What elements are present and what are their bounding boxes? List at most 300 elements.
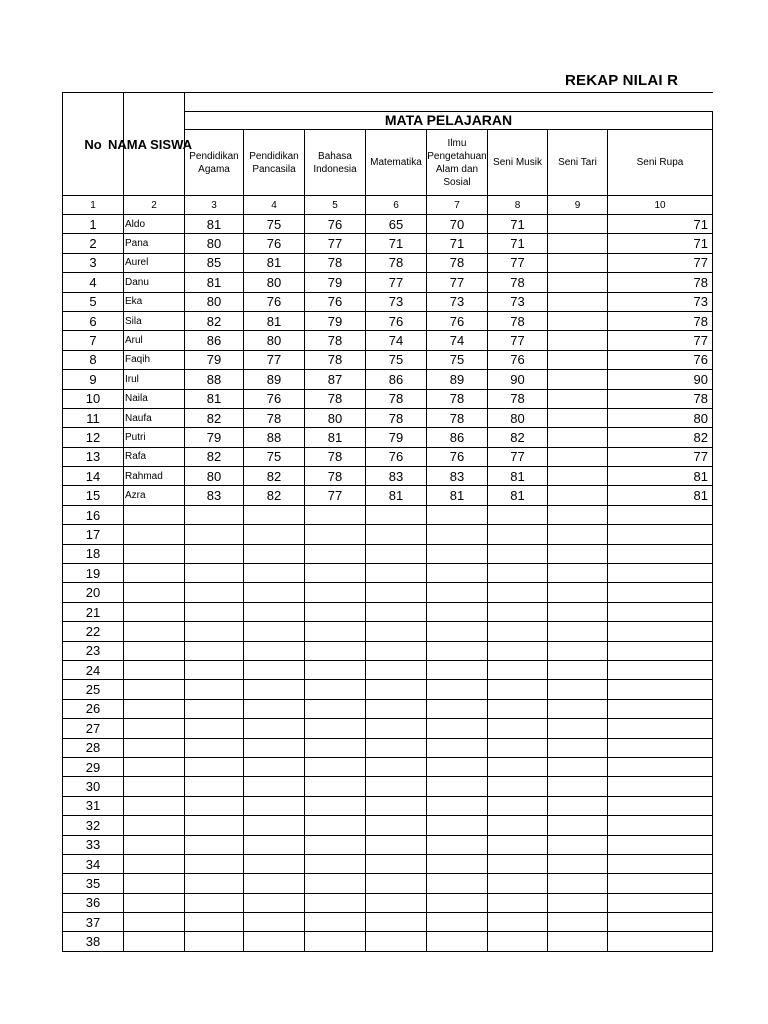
score-cell[interactable] bbox=[244, 564, 305, 583]
score-cell[interactable] bbox=[608, 680, 713, 699]
score-cell[interactable]: 89 bbox=[427, 370, 488, 389]
score-cell[interactable] bbox=[548, 932, 608, 951]
score-cell[interactable] bbox=[366, 680, 427, 699]
score-cell[interactable]: 81 bbox=[305, 428, 366, 447]
student-name-cell[interactable]: Danu bbox=[124, 273, 185, 292]
score-cell[interactable] bbox=[185, 680, 244, 699]
score-cell[interactable] bbox=[244, 913, 305, 932]
student-name-cell[interactable]: Faqih bbox=[124, 350, 185, 369]
score-cell[interactable] bbox=[244, 583, 305, 602]
score-cell[interactable]: 78 bbox=[488, 389, 548, 408]
score-cell[interactable]: 78 bbox=[366, 253, 427, 272]
score-cell[interactable]: 89 bbox=[244, 370, 305, 389]
row-number-cell[interactable]: 4 bbox=[63, 273, 124, 292]
score-cell[interactable] bbox=[244, 680, 305, 699]
score-cell[interactable] bbox=[305, 796, 366, 815]
score-cell[interactable]: 81 bbox=[244, 311, 305, 330]
score-cell[interactable]: 77 bbox=[305, 234, 366, 253]
score-cell[interactable] bbox=[305, 660, 366, 679]
score-cell[interactable]: 86 bbox=[366, 370, 427, 389]
score-cell[interactable] bbox=[305, 699, 366, 718]
score-cell[interactable]: 78 bbox=[244, 408, 305, 427]
score-cell[interactable]: 81 bbox=[488, 486, 548, 505]
score-cell[interactable] bbox=[488, 719, 548, 738]
score-cell[interactable]: 75 bbox=[244, 215, 305, 234]
score-cell[interactable] bbox=[488, 854, 548, 873]
score-cell[interactable] bbox=[427, 913, 488, 932]
score-cell[interactable]: 76 bbox=[244, 389, 305, 408]
score-cell[interactable] bbox=[185, 816, 244, 835]
score-cell[interactable] bbox=[548, 622, 608, 641]
score-cell[interactable] bbox=[488, 583, 548, 602]
score-cell[interactable] bbox=[548, 854, 608, 873]
score-cell[interactable] bbox=[488, 816, 548, 835]
score-cell[interactable]: 74 bbox=[427, 331, 488, 350]
score-cell[interactable] bbox=[366, 641, 427, 660]
score-cell[interactable]: 75 bbox=[366, 350, 427, 369]
score-cell[interactable]: 80 bbox=[608, 408, 713, 427]
score-cell[interactable] bbox=[427, 602, 488, 621]
score-cell[interactable] bbox=[548, 583, 608, 602]
score-cell[interactable]: 81 bbox=[608, 467, 713, 486]
score-cell[interactable]: 77 bbox=[244, 350, 305, 369]
score-cell[interactable]: 82 bbox=[244, 486, 305, 505]
score-cell[interactable] bbox=[548, 331, 608, 350]
score-cell[interactable]: 78 bbox=[488, 311, 548, 330]
score-cell[interactable] bbox=[366, 699, 427, 718]
score-cell[interactable]: 76 bbox=[427, 311, 488, 330]
row-number-cell[interactable]: 28 bbox=[63, 738, 124, 757]
score-cell[interactable] bbox=[305, 622, 366, 641]
score-cell[interactable] bbox=[427, 622, 488, 641]
score-cell[interactable] bbox=[548, 311, 608, 330]
score-cell[interactable]: 71 bbox=[366, 234, 427, 253]
score-cell[interactable] bbox=[548, 350, 608, 369]
score-cell[interactable] bbox=[427, 738, 488, 757]
score-cell[interactable]: 78 bbox=[488, 273, 548, 292]
score-cell[interactable]: 88 bbox=[244, 428, 305, 447]
score-cell[interactable] bbox=[427, 544, 488, 563]
score-cell[interactable]: 77 bbox=[488, 447, 548, 466]
score-cell[interactable] bbox=[366, 854, 427, 873]
score-cell[interactable] bbox=[427, 564, 488, 583]
student-name-cell[interactable] bbox=[124, 602, 185, 621]
score-cell[interactable] bbox=[488, 835, 548, 854]
score-cell[interactable]: 76 bbox=[427, 447, 488, 466]
score-cell[interactable]: 81 bbox=[244, 253, 305, 272]
score-cell[interactable]: 71 bbox=[488, 234, 548, 253]
row-number-cell[interactable]: 27 bbox=[63, 719, 124, 738]
score-cell[interactable] bbox=[244, 893, 305, 912]
score-cell[interactable] bbox=[244, 602, 305, 621]
row-number-cell[interactable]: 12 bbox=[63, 428, 124, 447]
score-cell[interactable]: 77 bbox=[488, 331, 548, 350]
score-cell[interactable]: 87 bbox=[305, 370, 366, 389]
row-number-cell[interactable]: 30 bbox=[63, 777, 124, 796]
score-cell[interactable] bbox=[548, 874, 608, 893]
score-cell[interactable] bbox=[548, 660, 608, 679]
score-cell[interactable]: 83 bbox=[185, 486, 244, 505]
score-cell[interactable] bbox=[366, 505, 427, 524]
score-cell[interactable] bbox=[548, 234, 608, 253]
score-cell[interactable] bbox=[305, 738, 366, 757]
student-name-cell[interactable]: Putri bbox=[124, 428, 185, 447]
score-cell[interactable]: 75 bbox=[427, 350, 488, 369]
score-cell[interactable] bbox=[244, 525, 305, 544]
score-cell[interactable] bbox=[488, 564, 548, 583]
score-cell[interactable] bbox=[366, 583, 427, 602]
score-cell[interactable]: 77 bbox=[366, 273, 427, 292]
score-cell[interactable] bbox=[488, 602, 548, 621]
row-number-cell[interactable]: 11 bbox=[63, 408, 124, 427]
score-cell[interactable] bbox=[305, 719, 366, 738]
score-cell[interactable]: 71 bbox=[488, 215, 548, 234]
student-name-cell[interactable]: Rahmad bbox=[124, 467, 185, 486]
row-number-cell[interactable]: 15 bbox=[63, 486, 124, 505]
score-cell[interactable] bbox=[244, 699, 305, 718]
score-cell[interactable]: 73 bbox=[488, 292, 548, 311]
score-cell[interactable]: 79 bbox=[185, 428, 244, 447]
score-cell[interactable]: 71 bbox=[427, 234, 488, 253]
score-cell[interactable]: 82 bbox=[244, 467, 305, 486]
score-cell[interactable] bbox=[608, 893, 713, 912]
student-name-cell[interactable]: Azra bbox=[124, 486, 185, 505]
score-cell[interactable] bbox=[548, 796, 608, 815]
score-cell[interactable] bbox=[427, 680, 488, 699]
score-cell[interactable] bbox=[548, 757, 608, 776]
score-cell[interactable]: 76 bbox=[366, 447, 427, 466]
row-number-cell[interactable]: 7 bbox=[63, 331, 124, 350]
row-number-cell[interactable]: 23 bbox=[63, 641, 124, 660]
score-cell[interactable] bbox=[427, 641, 488, 660]
score-cell[interactable] bbox=[366, 874, 427, 893]
row-number-cell[interactable]: 9 bbox=[63, 370, 124, 389]
row-number-cell[interactable]: 22 bbox=[63, 622, 124, 641]
row-number-cell[interactable]: 20 bbox=[63, 583, 124, 602]
score-cell[interactable] bbox=[608, 544, 713, 563]
score-cell[interactable]: 79 bbox=[185, 350, 244, 369]
student-name-cell[interactable] bbox=[124, 564, 185, 583]
score-cell[interactable] bbox=[305, 641, 366, 660]
score-cell[interactable]: 74 bbox=[366, 331, 427, 350]
score-cell[interactable] bbox=[427, 525, 488, 544]
score-cell[interactable]: 81 bbox=[185, 273, 244, 292]
score-cell[interactable]: 78 bbox=[608, 273, 713, 292]
score-cell[interactable] bbox=[608, 660, 713, 679]
score-cell[interactable] bbox=[427, 719, 488, 738]
score-cell[interactable] bbox=[608, 738, 713, 757]
score-cell[interactable]: 78 bbox=[427, 408, 488, 427]
student-name-cell[interactable] bbox=[124, 777, 185, 796]
student-name-cell[interactable]: Arul bbox=[124, 331, 185, 350]
score-cell[interactable]: 78 bbox=[608, 389, 713, 408]
score-cell[interactable]: 83 bbox=[427, 467, 488, 486]
score-cell[interactable] bbox=[185, 505, 244, 524]
score-cell[interactable] bbox=[244, 719, 305, 738]
student-name-cell[interactable] bbox=[124, 796, 185, 815]
score-cell[interactable] bbox=[305, 854, 366, 873]
score-cell[interactable] bbox=[608, 777, 713, 796]
student-name-cell[interactable] bbox=[124, 932, 185, 951]
score-cell[interactable] bbox=[488, 757, 548, 776]
score-cell[interactable] bbox=[488, 622, 548, 641]
score-cell[interactable] bbox=[548, 215, 608, 234]
score-cell[interactable]: 73 bbox=[366, 292, 427, 311]
student-name-cell[interactable] bbox=[124, 835, 185, 854]
student-name-cell[interactable]: Pana bbox=[124, 234, 185, 253]
score-cell[interactable] bbox=[305, 757, 366, 776]
score-cell[interactable] bbox=[427, 893, 488, 912]
score-cell[interactable]: 90 bbox=[608, 370, 713, 389]
score-cell[interactable]: 77 bbox=[305, 486, 366, 505]
score-cell[interactable] bbox=[185, 796, 244, 815]
score-cell[interactable] bbox=[548, 292, 608, 311]
score-cell[interactable]: 80 bbox=[305, 408, 366, 427]
score-cell[interactable]: 78 bbox=[427, 253, 488, 272]
score-cell[interactable] bbox=[548, 428, 608, 447]
score-cell[interactable] bbox=[305, 544, 366, 563]
row-number-cell[interactable]: 13 bbox=[63, 447, 124, 466]
row-number-cell[interactable]: 6 bbox=[63, 311, 124, 330]
score-cell[interactable] bbox=[185, 738, 244, 757]
score-cell[interactable]: 82 bbox=[185, 408, 244, 427]
score-cell[interactable] bbox=[185, 583, 244, 602]
student-name-cell[interactable]: Irul bbox=[124, 370, 185, 389]
row-number-cell[interactable]: 36 bbox=[63, 893, 124, 912]
score-cell[interactable] bbox=[244, 622, 305, 641]
row-number-cell[interactable]: 10 bbox=[63, 389, 124, 408]
score-cell[interactable] bbox=[185, 719, 244, 738]
score-cell[interactable] bbox=[366, 719, 427, 738]
score-cell[interactable] bbox=[488, 680, 548, 699]
score-cell[interactable] bbox=[427, 874, 488, 893]
score-cell[interactable] bbox=[608, 757, 713, 776]
score-cell[interactable]: 81 bbox=[185, 215, 244, 234]
score-cell[interactable] bbox=[305, 680, 366, 699]
score-cell[interactable] bbox=[185, 660, 244, 679]
row-number-cell[interactable]: 17 bbox=[63, 525, 124, 544]
score-cell[interactable] bbox=[366, 544, 427, 563]
score-cell[interactable] bbox=[305, 893, 366, 912]
score-cell[interactable] bbox=[244, 505, 305, 524]
score-cell[interactable] bbox=[488, 641, 548, 660]
score-cell[interactable] bbox=[185, 893, 244, 912]
score-cell[interactable]: 78 bbox=[305, 350, 366, 369]
score-cell[interactable] bbox=[427, 932, 488, 951]
score-cell[interactable] bbox=[488, 660, 548, 679]
score-cell[interactable]: 73 bbox=[427, 292, 488, 311]
row-number-cell[interactable]: 31 bbox=[63, 796, 124, 815]
score-cell[interactable] bbox=[548, 777, 608, 796]
score-cell[interactable]: 76 bbox=[366, 311, 427, 330]
score-cell[interactable] bbox=[366, 835, 427, 854]
score-cell[interactable] bbox=[427, 796, 488, 815]
score-cell[interactable] bbox=[366, 777, 427, 796]
score-cell[interactable] bbox=[488, 913, 548, 932]
student-name-cell[interactable] bbox=[124, 525, 185, 544]
score-cell[interactable]: 78 bbox=[305, 253, 366, 272]
score-cell[interactable]: 76 bbox=[244, 234, 305, 253]
score-cell[interactable] bbox=[244, 854, 305, 873]
score-cell[interactable] bbox=[305, 874, 366, 893]
row-number-cell[interactable]: 1 bbox=[63, 215, 124, 234]
score-cell[interactable] bbox=[488, 699, 548, 718]
score-cell[interactable] bbox=[488, 505, 548, 524]
score-cell[interactable]: 81 bbox=[366, 486, 427, 505]
score-cell[interactable]: 77 bbox=[608, 253, 713, 272]
row-number-cell[interactable]: 29 bbox=[63, 757, 124, 776]
score-cell[interactable] bbox=[548, 467, 608, 486]
score-cell[interactable] bbox=[488, 874, 548, 893]
score-cell[interactable]: 76 bbox=[488, 350, 548, 369]
row-number-cell[interactable]: 16 bbox=[63, 505, 124, 524]
row-number-cell[interactable]: 24 bbox=[63, 660, 124, 679]
score-cell[interactable] bbox=[608, 622, 713, 641]
score-cell[interactable]: 78 bbox=[305, 467, 366, 486]
score-cell[interactable]: 88 bbox=[185, 370, 244, 389]
score-cell[interactable]: 78 bbox=[305, 389, 366, 408]
score-cell[interactable]: 73 bbox=[608, 292, 713, 311]
score-cell[interactable] bbox=[608, 816, 713, 835]
score-cell[interactable]: 81 bbox=[427, 486, 488, 505]
student-name-cell[interactable] bbox=[124, 680, 185, 699]
score-cell[interactable] bbox=[488, 777, 548, 796]
score-cell[interactable] bbox=[244, 757, 305, 776]
score-cell[interactable] bbox=[305, 932, 366, 951]
score-cell[interactable]: 79 bbox=[305, 273, 366, 292]
score-cell[interactable]: 80 bbox=[244, 273, 305, 292]
row-number-cell[interactable]: 14 bbox=[63, 467, 124, 486]
score-cell[interactable] bbox=[366, 932, 427, 951]
score-cell[interactable] bbox=[185, 544, 244, 563]
score-cell[interactable] bbox=[305, 525, 366, 544]
score-cell[interactable] bbox=[548, 447, 608, 466]
row-number-cell[interactable]: 37 bbox=[63, 913, 124, 932]
score-cell[interactable]: 76 bbox=[305, 215, 366, 234]
score-cell[interactable]: 71 bbox=[608, 215, 713, 234]
score-cell[interactable] bbox=[427, 854, 488, 873]
score-cell[interactable] bbox=[548, 641, 608, 660]
score-cell[interactable]: 79 bbox=[366, 428, 427, 447]
row-number-cell[interactable]: 8 bbox=[63, 350, 124, 369]
score-cell[interactable]: 80 bbox=[244, 331, 305, 350]
row-number-cell[interactable]: 19 bbox=[63, 564, 124, 583]
score-cell[interactable]: 71 bbox=[608, 234, 713, 253]
score-cell[interactable]: 82 bbox=[608, 428, 713, 447]
score-cell[interactable] bbox=[548, 253, 608, 272]
score-cell[interactable] bbox=[548, 564, 608, 583]
score-cell[interactable]: 77 bbox=[608, 331, 713, 350]
score-cell[interactable] bbox=[548, 719, 608, 738]
score-cell[interactable] bbox=[608, 602, 713, 621]
score-cell[interactable] bbox=[608, 913, 713, 932]
score-cell[interactable] bbox=[608, 505, 713, 524]
row-number-cell[interactable]: 5 bbox=[63, 292, 124, 311]
student-name-cell[interactable] bbox=[124, 757, 185, 776]
score-cell[interactable] bbox=[548, 408, 608, 427]
score-cell[interactable] bbox=[185, 525, 244, 544]
score-cell[interactable] bbox=[185, 854, 244, 873]
student-name-cell[interactable] bbox=[124, 816, 185, 835]
score-cell[interactable] bbox=[366, 893, 427, 912]
score-cell[interactable]: 77 bbox=[608, 447, 713, 466]
score-cell[interactable] bbox=[548, 738, 608, 757]
score-cell[interactable] bbox=[244, 816, 305, 835]
student-name-cell[interactable] bbox=[124, 583, 185, 602]
score-cell[interactable] bbox=[608, 932, 713, 951]
score-cell[interactable] bbox=[548, 680, 608, 699]
score-cell[interactable] bbox=[366, 660, 427, 679]
score-cell[interactable] bbox=[185, 932, 244, 951]
score-cell[interactable] bbox=[608, 796, 713, 815]
student-name-cell[interactable]: Eka bbox=[124, 292, 185, 311]
score-cell[interactable] bbox=[244, 738, 305, 757]
row-number-cell[interactable]: 32 bbox=[63, 816, 124, 835]
score-cell[interactable] bbox=[608, 564, 713, 583]
score-cell[interactable]: 90 bbox=[488, 370, 548, 389]
score-cell[interactable] bbox=[185, 699, 244, 718]
student-name-cell[interactable] bbox=[124, 874, 185, 893]
score-cell[interactable]: 82 bbox=[185, 311, 244, 330]
score-cell[interactable]: 82 bbox=[185, 447, 244, 466]
score-cell[interactable] bbox=[366, 796, 427, 815]
row-number-cell[interactable]: 3 bbox=[63, 253, 124, 272]
score-cell[interactable] bbox=[185, 564, 244, 583]
row-number-cell[interactable]: 38 bbox=[63, 932, 124, 951]
score-cell[interactable] bbox=[548, 389, 608, 408]
score-cell[interactable]: 85 bbox=[185, 253, 244, 272]
score-cell[interactable] bbox=[608, 835, 713, 854]
score-cell[interactable]: 80 bbox=[488, 408, 548, 427]
score-cell[interactable] bbox=[548, 893, 608, 912]
score-cell[interactable]: 78 bbox=[608, 311, 713, 330]
score-cell[interactable]: 65 bbox=[366, 215, 427, 234]
score-cell[interactable] bbox=[366, 622, 427, 641]
score-cell[interactable] bbox=[366, 602, 427, 621]
student-name-cell[interactable]: Naila bbox=[124, 389, 185, 408]
score-cell[interactable] bbox=[427, 757, 488, 776]
score-cell[interactable] bbox=[305, 835, 366, 854]
score-cell[interactable]: 76 bbox=[244, 292, 305, 311]
score-cell[interactable] bbox=[366, 816, 427, 835]
score-cell[interactable] bbox=[185, 622, 244, 641]
score-cell[interactable]: 77 bbox=[427, 273, 488, 292]
student-name-cell[interactable] bbox=[124, 544, 185, 563]
student-name-cell[interactable]: Rafa bbox=[124, 447, 185, 466]
score-cell[interactable]: 86 bbox=[185, 331, 244, 350]
score-cell[interactable] bbox=[488, 893, 548, 912]
score-cell[interactable] bbox=[185, 602, 244, 621]
score-cell[interactable] bbox=[548, 699, 608, 718]
score-cell[interactable] bbox=[548, 544, 608, 563]
student-name-cell[interactable] bbox=[124, 893, 185, 912]
score-cell[interactable] bbox=[244, 796, 305, 815]
score-cell[interactable]: 80 bbox=[185, 467, 244, 486]
score-cell[interactable] bbox=[305, 602, 366, 621]
score-cell[interactable] bbox=[548, 816, 608, 835]
score-cell[interactable] bbox=[548, 913, 608, 932]
score-cell[interactable] bbox=[244, 777, 305, 796]
student-name-cell[interactable] bbox=[124, 641, 185, 660]
student-name-cell[interactable] bbox=[124, 622, 185, 641]
score-cell[interactable]: 76 bbox=[305, 292, 366, 311]
score-cell[interactable] bbox=[244, 544, 305, 563]
student-name-cell[interactable] bbox=[124, 660, 185, 679]
score-cell[interactable] bbox=[548, 505, 608, 524]
score-cell[interactable] bbox=[427, 816, 488, 835]
score-cell[interactable] bbox=[366, 913, 427, 932]
score-cell[interactable]: 78 bbox=[366, 408, 427, 427]
